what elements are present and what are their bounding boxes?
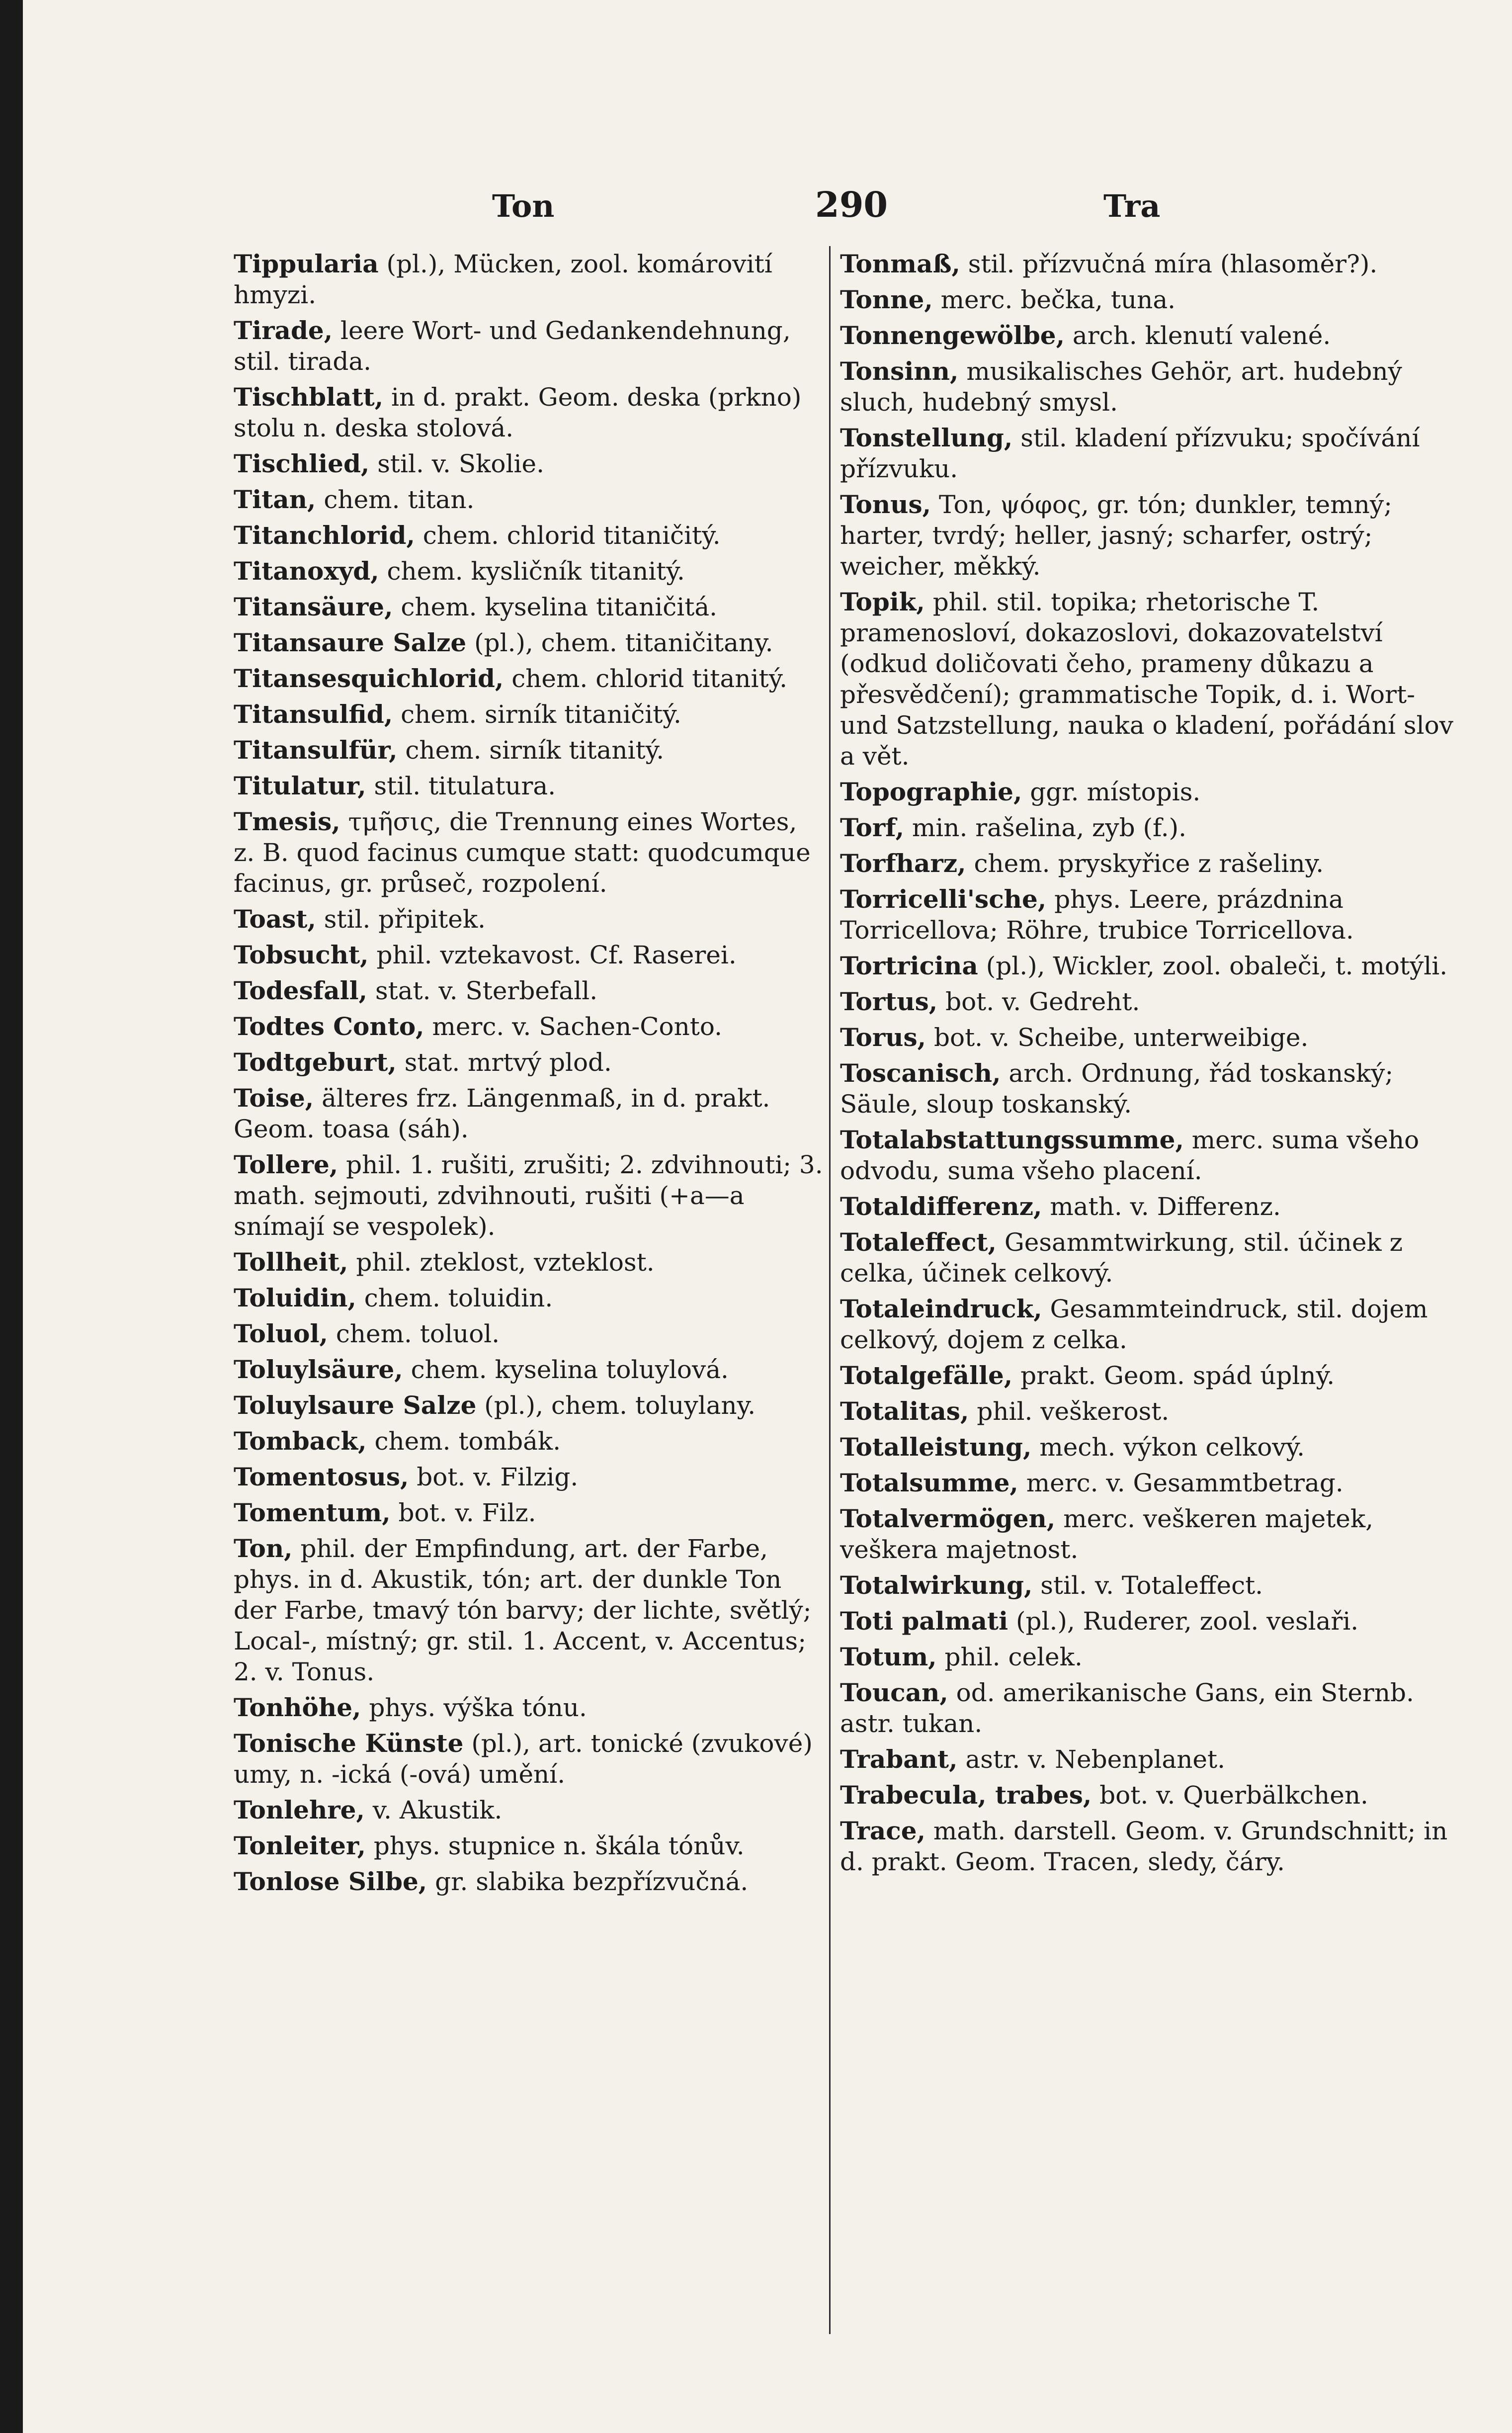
dictionary-entry <box>234 1011 825 1042</box>
entry-headword: Tonne, <box>840 285 933 314</box>
entry-headword: Toluylsaure Salze <box>234 1390 477 1420</box>
entry-headword: Titansaure Salze <box>234 628 467 657</box>
entry-headword: Torfharz, <box>840 849 966 878</box>
dictionary-entry <box>234 627 825 658</box>
entry-gloss: τμῆσις, die Trennung eines Wortes, z. B. quod facinus cumque statt: quodcumque facinus, gr. průseč, rozpolení. <box>234 807 811 898</box>
entry-headword: Tonstellung, <box>840 423 1013 452</box>
dictionary-entry <box>234 1830 825 1861</box>
entry-gloss: od. amerikanische Gans, ein Sternb. astr. tukan. <box>840 1678 1414 1738</box>
entry-gloss: leere Wort- und Gedankendehnung, stil. tirada. <box>234 316 791 376</box>
entry-headword: Tirade, <box>234 316 333 345</box>
entry-gloss: (pl.), chem. titaničitany. <box>466 628 773 657</box>
entry-headword: Tonische Künste <box>234 1729 464 1758</box>
entry-headword: Trabant, <box>840 1744 958 1774</box>
entry-headword: Totalleistung, <box>840 1432 1032 1462</box>
dictionary-entry <box>840 423 1454 484</box>
dictionary-entry <box>234 975 825 1006</box>
entry-headword: Tischblatt, <box>234 382 384 412</box>
dictionary-entry <box>234 1354 825 1385</box>
page-number: 290 <box>815 184 888 225</box>
entry-headword: Tonnengewölbe, <box>840 321 1065 350</box>
entry-gloss: chem. pryskyřice z rašeliny. <box>966 849 1324 878</box>
entry-headword: Tollheit, <box>234 1247 348 1277</box>
entry-headword: Trabecula, trabes, <box>840 1780 1092 1810</box>
column-divider <box>829 246 831 2334</box>
dictionary-entry <box>234 249 825 310</box>
entry-headword: Torf, <box>840 813 904 842</box>
dictionary-entry <box>840 1360 1454 1391</box>
entry-gloss: arch. klenutí valené. <box>1065 321 1331 350</box>
dictionary-entry <box>840 1503 1454 1565</box>
entry-headword: Tonlose Silbe, <box>234 1867 427 1896</box>
dictionary-entry <box>234 1795 825 1825</box>
entry-headword: Tonmaß, <box>840 249 960 278</box>
entry-gloss: (pl.), Mücken, zool. komárovití hmyzi. <box>234 250 772 309</box>
entry-headword: Tippularia <box>234 249 379 278</box>
entry-headword: Titansulfür, <box>234 735 398 765</box>
dictionary-entry <box>234 592 825 622</box>
dictionary-entry <box>840 986 1454 1017</box>
entry-gloss: Gesammtwirkung, stil. účinek z celka, účinek celkový. <box>840 1228 1403 1288</box>
dictionary-entry <box>234 940 825 970</box>
entry-gloss: mech. výkon celkový. <box>1031 1433 1305 1462</box>
entry-headword: Totalitas, <box>840 1396 969 1426</box>
entry-headword: Toluol, <box>234 1319 328 1348</box>
dictionary-entry <box>840 1642 1454 1672</box>
header-left-guideword: Ton <box>492 188 555 224</box>
entry-headword: Torus, <box>840 1023 926 1052</box>
entry-headword: Todtes Conto, <box>234 1012 424 1041</box>
entry-headword: Titanoxyd, <box>234 556 379 586</box>
entry-headword: Totaleffect, <box>840 1227 997 1257</box>
entry-headword: Toti palmati <box>840 1606 1008 1636</box>
dictionary-entry <box>234 1497 825 1528</box>
entry-gloss: chem. chlorid titaničitý. <box>415 521 721 550</box>
entry-headword: Tomentum, <box>234 1498 391 1527</box>
dictionary-entry <box>234 663 825 694</box>
entry-gloss: phil. vztekavost. Cf. Raserei. <box>368 941 737 969</box>
entry-headword: Totaldifferenz, <box>840 1192 1042 1221</box>
entry-gloss: merc. bečka, tuna. <box>932 285 1176 314</box>
entry-gloss: prakt. Geom. spád úplný. <box>1012 1361 1335 1390</box>
entry-headword: Titanchlorid, <box>234 521 415 550</box>
scan-edge-shadow <box>0 0 23 2433</box>
entry-headword: Toise, <box>234 1083 314 1113</box>
entry-headword: Tischlied, <box>234 449 370 478</box>
dictionary-entry <box>840 1396 1454 1427</box>
entry-headword: Titansesquichlorid, <box>234 664 504 693</box>
dictionary-entry <box>840 489 1454 582</box>
entry-gloss: merc. v. Sachen-Conto. <box>424 1012 723 1041</box>
entry-gloss: chem. kyselina toluylová. <box>403 1355 729 1384</box>
entry-headword: Tonlehre, <box>234 1795 365 1825</box>
entry-headword: Totaleindruck, <box>840 1294 1042 1323</box>
entry-gloss: phil. celek. <box>936 1643 1083 1671</box>
dictionary-entry <box>840 1294 1454 1355</box>
dictionary-entry <box>840 1816 1454 1877</box>
entry-gloss: bot. v. Filzig. <box>409 1463 579 1491</box>
dictionary-entry <box>840 1606 1454 1637</box>
entry-gloss: chem. sirník titanitý. <box>397 736 665 765</box>
dictionary-entry <box>840 320 1454 351</box>
entry-headword: Titan, <box>234 485 316 514</box>
entry-gloss: stil. připitek. <box>316 905 486 934</box>
dictionary-entry <box>840 1432 1454 1463</box>
entry-gloss: stil. v. Totaleffect. <box>1032 1571 1263 1600</box>
dictionary-entry <box>234 1426 825 1457</box>
dictionary-entry <box>234 1533 825 1687</box>
right-column <box>840 249 1454 2366</box>
dictionary-entry <box>840 1468 1454 1498</box>
entry-gloss: chem. toluol. <box>328 1319 500 1348</box>
entry-gloss: stil. přízvučná míra (hlasoměr?). <box>960 250 1378 278</box>
dictionary-entry <box>234 484 825 515</box>
entry-gloss: phys. Leere, prázdnina Torricellova; Röhre, trubice Torricellova. <box>840 885 1354 945</box>
entry-gloss: älteres frz. Längenmaß, in d. prakt. Geom. toasa (sáh). <box>234 1084 770 1143</box>
dictionary-entry <box>840 284 1454 315</box>
entry-gloss: bot. v. Querbälkchen. <box>1092 1781 1368 1810</box>
dictionary-entry <box>840 1570 1454 1601</box>
entry-gloss: phys. stupnice n. škála tónův. <box>366 1831 745 1860</box>
entry-headword: Tmesis, <box>234 807 340 836</box>
entry-gloss: min. rašelina, zyb (f.). <box>904 813 1187 842</box>
entry-gloss: chem. tombák. <box>366 1427 561 1456</box>
dictionary-entry <box>840 812 1454 843</box>
entry-headword: Titulatur, <box>234 771 366 800</box>
entry-gloss: stil. kladení přízvuku; spočívání přízvuku. <box>840 424 1420 483</box>
entry-gloss: merc. veškeren majetek, veškera majetnost. <box>840 1504 1374 1564</box>
dictionary-entry <box>234 1728 825 1790</box>
entry-headword: Tollere, <box>234 1150 338 1179</box>
dictionary-entry <box>234 556 825 587</box>
entry-gloss: phys. výška tónu. <box>361 1693 587 1722</box>
dictionary-entry <box>840 1125 1454 1186</box>
dictionary-entry <box>840 356 1454 418</box>
entry-gloss: (pl.), Wickler, zool. obaleči, t. motýli. <box>978 952 1448 980</box>
entry-headword: Tonleiter, <box>234 1831 366 1860</box>
entry-headword: Tomentosus, <box>234 1462 409 1491</box>
entry-gloss: in d. prakt. Geom. deska (prkno) stolu n. deska stolová. <box>234 383 802 442</box>
entry-headword: Tomback, <box>234 1426 367 1456</box>
entry-headword: Toast, <box>234 904 316 934</box>
dictionary-entry <box>840 951 1454 981</box>
entry-headword: Tonus, <box>840 490 931 519</box>
entry-headword: Topik, <box>840 587 925 616</box>
entry-gloss: musikalisches Gehör, art. hudebný sluch, hudebný smysl. <box>840 357 1402 417</box>
entry-headword: Titansäure, <box>234 592 393 621</box>
dictionary-entry <box>234 315 825 377</box>
entry-gloss: (pl.), Ruderer, zool. veslaři. <box>1008 1607 1359 1636</box>
entry-gloss: stat. v. Sterbefall. <box>367 976 598 1005</box>
dictionary-entry <box>234 1318 825 1349</box>
entry-gloss: math. darstell. Geom. v. Grundschnitt; in d. prakt. Geom. Tracen, sledy, čáry. <box>840 1817 1448 1876</box>
dictionary-entry <box>234 1247 825 1278</box>
entry-gloss: phil. 1. rušiti, zrušiti; 2. zdvihnouti; 3. math. sejmouti, zdvihnouti, rušiti (+a—a snímají se vespolek). <box>234 1150 823 1241</box>
entry-gloss: stat. mrtvý plod. <box>396 1048 612 1077</box>
entry-headword: Toscanisch, <box>840 1058 1001 1088</box>
dictionary-entry <box>840 1780 1454 1811</box>
entry-headword: Totum, <box>840 1642 937 1671</box>
entry-headword: Toluylsäure, <box>234 1355 403 1384</box>
entry-gloss: chem. titan. <box>316 485 475 514</box>
entry-gloss: phil. der Empfindung, art. der Farbe, phys. in d. Akustik, tón; art. der dunkle Ton der Farbe, tmavý tón barvy; der lichte, světlý; Local-, místný; gr. stil. 1. Accent, v. Accentus; 2. v. Tonus. <box>234 1534 812 1686</box>
dictionary-entry <box>234 1462 825 1492</box>
dictionary-entry <box>234 1283 825 1313</box>
dictionary-entry <box>840 1227 1454 1289</box>
entry-headword: Tonsinn, <box>840 356 959 386</box>
dictionary-entry <box>234 520 825 551</box>
dictionary-entry <box>234 382 825 443</box>
entry-headword: Toucan, <box>840 1678 948 1707</box>
entry-headword: Tortricina <box>840 951 978 980</box>
entry-gloss: chem. sirník titaničitý. <box>393 700 681 729</box>
dictionary-entry <box>234 448 825 479</box>
dictionary-entry <box>840 249 1454 279</box>
dictionary-entry <box>234 1692 825 1723</box>
entry-gloss: arch. Ordnung, řád toskanský; Säule, sloup toskanský. <box>840 1059 1394 1119</box>
entry-gloss: Ton, ψόφος, gr. tón; dunkler, temný; harter, tvrdý; heller, jasný; scharfer, ostrý; weicher, měkký. <box>840 490 1392 581</box>
entry-gloss: bot. v. Gedreht. <box>937 987 1140 1016</box>
dictionary-entry <box>234 806 825 899</box>
dictionary-entry <box>234 1047 825 1078</box>
dictionary-entry <box>840 1058 1454 1120</box>
entry-headword: Tortus, <box>840 987 938 1016</box>
entry-gloss: v. Akustik. <box>364 1796 503 1825</box>
entry-headword: Tobsucht, <box>234 940 369 969</box>
entry-gloss: (pl.), art. tonické (zvukové) umy, n. -ická (-ová) umění. <box>234 1729 813 1789</box>
dictionary-entry <box>234 1149 825 1242</box>
entry-gloss: stil. v. Skolie. <box>369 449 544 478</box>
dictionary-entry <box>234 771 825 801</box>
entry-gloss: chem. kysličník titanitý. <box>379 557 685 586</box>
entry-gloss: math. v. Differenz. <box>1042 1192 1281 1221</box>
dictionary-entry <box>840 777 1454 807</box>
entry-gloss: ggr. místopis. <box>1022 778 1201 806</box>
entry-gloss: chem. kyselina titaničitá. <box>393 593 718 621</box>
entry-gloss: phil. stil. topika; rhetorische T. pramenosloví, dokazoslovi, dokazovatelství (odkud doličovati čeho, prameny důkazu a přesvědčení); grammatische Topik, d. i. Wort- und Satzstellung, nauka o kladení, pořádání slov a vět. <box>840 588 1453 771</box>
dictionary-entry <box>234 1390 825 1421</box>
entry-headword: Totalabstattungssumme, <box>840 1125 1184 1154</box>
entry-headword: Todesfall, <box>234 976 368 1005</box>
entry-headword: Titansulfid, <box>234 699 393 729</box>
dictionary-entry <box>234 904 825 935</box>
dictionary-entry <box>234 1866 825 1897</box>
page-right-margin <box>1498 0 1512 2433</box>
left-column <box>234 249 825 2366</box>
entry-headword: Topographie, <box>840 777 1022 806</box>
entry-gloss: phil. zteklost, vzteklost. <box>348 1248 655 1277</box>
entry-headword: Totalsumme, <box>840 1468 1018 1497</box>
dictionary-entry <box>840 587 1454 772</box>
entry-headword: Todtgeburt, <box>234 1047 397 1077</box>
dictionary-entry <box>840 1744 1454 1775</box>
dictionary-entry <box>840 1022 1454 1053</box>
header-right-guideword: Tra <box>1103 188 1161 224</box>
entry-headword: Trace, <box>840 1816 925 1845</box>
entry-headword: Totalgefälle, <box>840 1361 1013 1390</box>
entry-headword: Totalwirkung, <box>840 1570 1033 1600</box>
dictionary-entry <box>840 1677 1454 1739</box>
entry-gloss: merc. v. Gesammtbetrag. <box>1018 1469 1344 1497</box>
entry-gloss: chem. chlorid titanitý. <box>504 664 788 693</box>
dictionary-entry <box>234 735 825 766</box>
entry-gloss: merc. suma všeho odvodu, suma všeho placení. <box>840 1126 1420 1185</box>
dictionary-entry <box>840 848 1454 879</box>
entry-headword: Tonhöhe, <box>234 1693 361 1722</box>
entry-gloss: bot. v. Filz. <box>390 1498 536 1527</box>
entry-gloss: chem. toluidin. <box>356 1284 553 1312</box>
dictionary-entry <box>840 1191 1454 1222</box>
page-header <box>224 184 1168 239</box>
dictionary-entry <box>234 699 825 730</box>
entry-gloss: phil. veškerost. <box>969 1397 1170 1426</box>
entry-gloss: Gesammteindruck, stil. dojem celkový, dojem z celka. <box>840 1295 1428 1354</box>
entry-gloss: bot. v. Scheibe, unterweibige. <box>926 1023 1309 1052</box>
dictionary-entry <box>234 1083 825 1144</box>
entry-gloss: (pl.), chem. toluylany. <box>476 1391 756 1420</box>
entry-gloss: gr. slabika bezpřízvučná. <box>427 1867 749 1896</box>
entry-gloss: stil. titulatura. <box>366 772 556 800</box>
dictionary-entry <box>840 884 1454 946</box>
entry-headword: Totalvermögen, <box>840 1504 1056 1533</box>
entry-gloss: astr. v. Nebenplanet. <box>957 1745 1226 1774</box>
entry-headword: Toluidin, <box>234 1283 356 1312</box>
entry-headword: Torricelli'sche, <box>840 884 1047 914</box>
entry-headword: Ton, <box>234 1534 293 1563</box>
